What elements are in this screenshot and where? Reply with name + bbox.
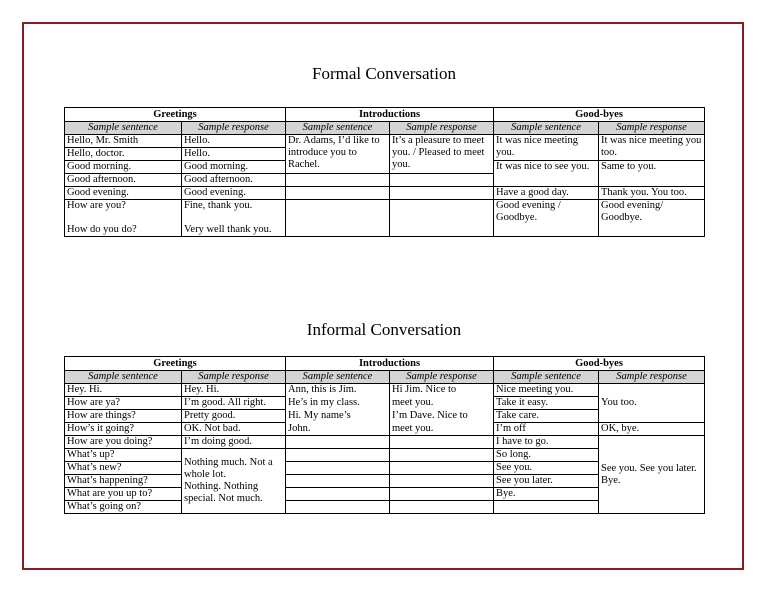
greeting-response: Good afternoon. [182,174,286,187]
greeting-response: Hello. [182,148,286,161]
subheader-cell: Sample response [599,371,705,384]
goodbye-sentence: So long. [494,449,599,462]
empty-cell [390,462,494,475]
goodbye-response: Thank you. You too. [599,187,705,200]
empty-cell [390,174,494,187]
introduction-sentence: He’s in my class. [286,397,390,410]
goodbye-sentence: Bye. [494,488,599,501]
greetings-header: Greetings [65,357,286,371]
goodbye-sentence: Have a good day. [494,187,599,200]
subheader-row [65,371,705,384]
empty-cell [286,436,390,449]
greeting-sentence: How are you doing? [65,436,182,449]
greeting-response: Good morning. [182,161,286,174]
goodbye-response: Same to you. [599,161,705,187]
table-row [65,384,705,397]
introduction-response: I’m Dave. Nice to [390,410,494,423]
empty-cell [286,462,390,475]
greetings-header: Greetings [65,108,286,122]
subheader-cell: Sample sentence [286,371,390,384]
empty-cell [390,475,494,488]
table-row [65,135,705,148]
header-row [65,357,705,371]
greeting-response: Hey. Hi. [182,384,286,397]
greeting-sentence: What’s up? [65,449,182,462]
subheader-cell: Sample response [599,122,705,135]
goodbye-sentence: Take it easy. [494,397,599,410]
greeting-sentence: What’s new? [65,462,182,475]
introductions-header: Introductions [286,357,494,371]
goodbye-sentence: I’m off [494,423,599,436]
greeting-sentence: Good morning. [65,161,182,174]
greeting-response: I’m good. All right. [182,397,286,410]
greeting-sentence: Hello, doctor. [65,148,182,161]
empty-cell [390,449,494,462]
greeting-sentence: How’s it going? [65,423,182,436]
goodbye-sentence: Nice meeting you. [494,384,599,397]
greeting-response: Fine, thank you. Very well thank you. [182,200,286,237]
greeting-response: Pretty good. [182,410,286,423]
greeting-response: Hello. [182,135,286,148]
goodbye-response: You too. [599,384,705,423]
greeting-sentence: Hello, Mr. Smith [65,135,182,148]
goodbye-sentence: Good evening / Goodbye. [494,200,599,237]
table-row [65,436,705,449]
greeting-sentence: Good afternoon. [65,174,182,187]
empty-cell [390,200,494,237]
table-row [65,423,705,436]
header-row [65,108,705,122]
empty-cell [390,436,494,449]
introduction-response: It’s a pleasure to meet you. / Pleased to meet you. [390,135,494,174]
subheader-cell: Sample response [390,122,494,135]
subheader-cell: Sample sentence [65,122,182,135]
subheader-cell: Sample response [390,371,494,384]
introduction-sentence: Hi. My name’s [286,410,390,423]
greeting-sentence: Good evening. [65,187,182,200]
introduction-sentence: Dr. Adams, I’d like to introduce you to Rachel. [286,135,390,174]
formal-conversation-title: Formal Conversation [311,64,456,83]
goodbye-response: OK, bye. [599,423,705,436]
empty-cell [286,449,390,462]
empty-cell [390,187,494,200]
greeting-sentence: How are ya? [65,397,182,410]
empty-cell [494,501,599,514]
goodbye-sentence: I have to go. [494,436,599,449]
greeting-sentence: What’s going on? [65,501,182,514]
informal-conversation-table [64,356,705,514]
introduction-sentence: John. [286,423,390,436]
informal-conversation-title: Informal Conversation [306,320,462,339]
greeting-response: I’m doing good. [182,436,286,449]
goodbye-sentence: See you later. [494,475,599,488]
greeting-sentence: Hey. Hi. [65,384,182,397]
table-row [65,187,705,200]
introduction-response: Hi Jim. Nice to [390,384,494,397]
greeting-sentence: What are you up to? [65,488,182,501]
greeting-sentence: How are you? How do you do? [65,200,182,237]
goodbye-sentence: It was nice meeting you. [494,135,599,161]
subheader-cell: Sample sentence [494,371,599,384]
goodbye-response: It was nice meeting you too. [599,135,705,161]
empty-cell [286,488,390,501]
goodbyes-header: Good-byes [494,357,705,371]
goodbye-response: See you. See you later. Bye. [599,436,705,514]
subheader-cell: Sample sentence [494,122,599,135]
introductions-header: Introductions [286,108,494,122]
introduction-response: meet you. [390,423,494,436]
goodbye-response: Good evening/ Goodbye. [599,200,705,237]
introduction-sentence: Ann, this is Jim. [286,384,390,397]
greeting-group-response: Nothing much. Not a whole lot. Nothing. Nothing special. Not much. [182,449,286,514]
empty-cell [286,200,390,237]
greeting-sentence: How are things? [65,410,182,423]
subheader-cell: Sample sentence [286,122,390,135]
goodbyes-header: Good-byes [494,108,705,122]
goodbye-sentence: See you. [494,462,599,475]
empty-cell [390,488,494,501]
empty-cell [286,501,390,514]
empty-cell [390,501,494,514]
empty-cell [286,174,390,187]
greeting-response: Good evening. [182,187,286,200]
introduction-response: meet you. [390,397,494,410]
subheader-cell: Sample response [182,371,286,384]
subheader-cell: Sample response [182,122,286,135]
formal-conversation-table [64,107,705,237]
subheader-row [65,122,705,135]
greeting-response: OK. Not bad. [182,423,286,436]
table-row [65,200,705,237]
goodbye-sentence: It was nice to see you. [494,161,599,187]
subheader-cell: Sample sentence [65,371,182,384]
empty-cell [286,187,390,200]
goodbye-sentence: Take care. [494,410,599,423]
empty-cell [286,475,390,488]
greeting-sentence: What’s happening? [65,475,182,488]
